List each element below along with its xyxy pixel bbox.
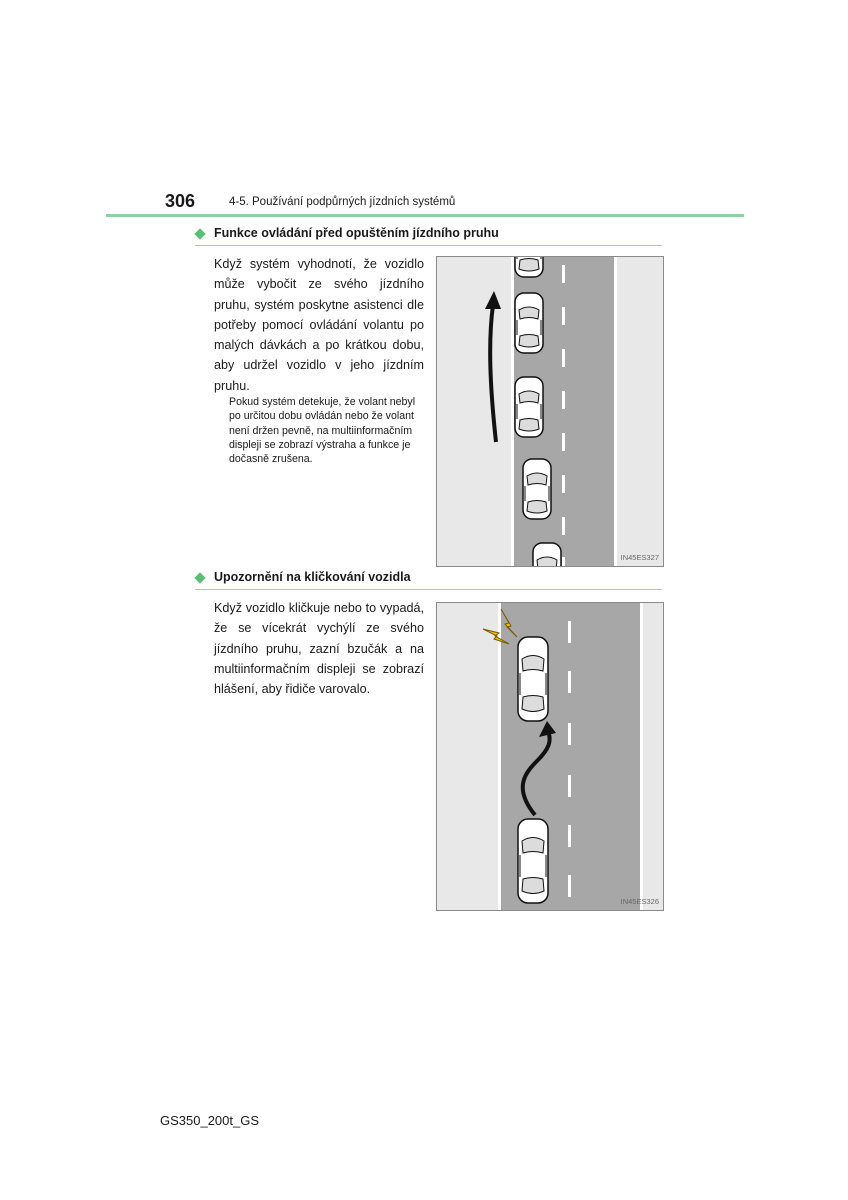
car-icon [533, 543, 561, 566]
section-heading-sway-warning [195, 571, 662, 590]
car-icon [518, 819, 548, 903]
lane-keeping-figure [436, 256, 664, 567]
section2-body: Když vozidlo kličkuje nebo to vypadá, že se vícekrát vychýlí ze svého jízdního pruhu, zazní bzučák a na multiinformačním displeji se zobrazí hlášení, aby řidiče varovalo. [214, 601, 424, 697]
arrow-icon [490, 305, 496, 442]
sway-warning-figure [436, 602, 664, 911]
diamond-bullet-icon [194, 572, 205, 583]
header-rule [106, 214, 744, 217]
chapter-title: 4-5. Používání podpůrných jízdních systémů [229, 196, 456, 208]
section1-body: Když systém vyhodnotí, že vozidlo může vybočit ze svého jízdního pruhu, systém poskytne asistenci dle potřeby pomocí ovládání volantu po malých dávkách a po krátkou dobu, aby udržel vozidlo v jeho jízdním pruhu. [214, 257, 424, 393]
section-title: Upozornění na kličkování vozidla [214, 570, 411, 584]
road-edge-line-right [640, 603, 643, 910]
car-icon [515, 257, 543, 277]
road-edge-line-left [498, 603, 501, 910]
car-icon [515, 377, 543, 437]
diamond-bullet-icon [194, 228, 205, 239]
section-rule [195, 589, 662, 590]
section-rule [195, 245, 662, 246]
section-heading-lane-keeping [195, 227, 662, 246]
section1-note: Pokud systém detekuje, že volant nebyl po určitou dobu ovládán nebo že volant není držen pevně, na multiinformačním displeji se zobrazí výstraha a funkce je dočasně zrušena. [229, 396, 416, 466]
car-icon [523, 459, 551, 519]
footer-model-code: GS350_200t_GS [160, 1113, 260, 1128]
car-icon [518, 637, 548, 721]
figure-code: IN45ES326 [620, 897, 659, 906]
arrow-head [485, 291, 501, 309]
figure-code: IN45ES327 [620, 553, 659, 562]
page-number: 306 [165, 191, 196, 211]
road-edge-line-left [511, 257, 514, 566]
road-edge-line-right [614, 257, 617, 566]
section-title: Funkce ovládání před opuštěním jízdního pruhu [214, 226, 499, 240]
car-icon [515, 293, 543, 353]
